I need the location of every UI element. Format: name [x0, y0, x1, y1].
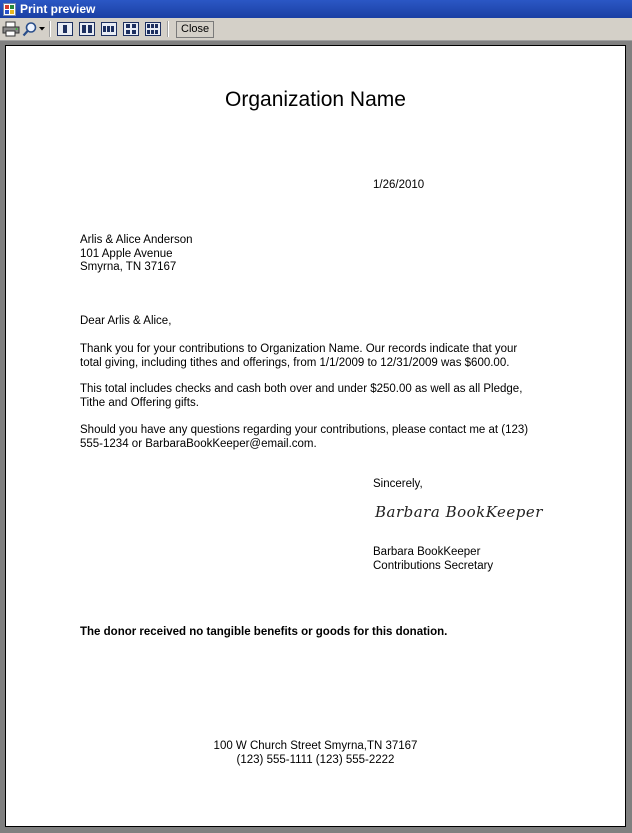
paragraph-line: This total includes checks and cash both over and under $250.00 as well as all Pledge,: [80, 383, 523, 395]
zoom-dropdown[interactable]: [38, 20, 46, 38]
signer-title: Contributions Secretary: [373, 559, 494, 572]
paragraph-line: Should you have any questions regarding your contributions, please contact me at (123): [80, 424, 529, 436]
print-icon: [2, 21, 20, 37]
paragraph-questions: [80, 424, 528, 451]
footer-address: 100 W Church Street Smyrna,TN 37167: [213, 740, 418, 752]
paragraph-line: Thank you for your contributions to Organization Name. Our records indicate that your: [80, 343, 518, 355]
signer-name: Barbara BookKeeper: [373, 546, 481, 558]
preview-viewport[interactable]: [0, 41, 632, 833]
letter-page: [5, 45, 626, 827]
zoom-icon: [22, 21, 38, 37]
address-line: Smyrna, TN 37167: [80, 261, 177, 273]
paragraph-line: Tithe and Offering gifts.: [80, 396, 199, 409]
print-button[interactable]: [2, 20, 20, 38]
recipient-address: [80, 234, 193, 275]
close-button[interactable]: Close: [176, 21, 214, 38]
one-page-icon[interactable]: [57, 22, 73, 36]
toolbar-separator: [49, 21, 51, 37]
three-pages-icon[interactable]: [101, 22, 117, 36]
paragraph-line: 555-1234 or BarbaraBookKeeper@email.com.: [80, 437, 317, 450]
paragraph-total: [80, 383, 522, 410]
window-titlebar: [0, 0, 632, 18]
letter-date: 1/26/2010: [373, 179, 425, 191]
zoom-button[interactable]: [22, 20, 38, 38]
disclaimer: The donor received no tangible benefits or goods for this donation.: [80, 626, 448, 638]
six-pages-icon[interactable]: [145, 22, 161, 36]
footer-phones: (123) 555-1111 (123) 555-2222: [236, 754, 395, 766]
address-line: 101 Apple Avenue: [80, 247, 173, 260]
toolbar: [0, 18, 632, 41]
address-line: Arlis & Alice Anderson: [80, 234, 193, 246]
app-icon: [3, 3, 16, 16]
signer-block: [373, 546, 493, 573]
paragraph-thanks: [80, 343, 517, 370]
org-name-heading: Organization Name: [225, 88, 406, 111]
closing: Sincerely,: [373, 478, 423, 490]
chevron-down-icon: [39, 27, 45, 31]
toolbar-separator: [167, 21, 169, 37]
handwritten-signature: Barbara BookKeeper: [375, 503, 543, 521]
window-title: Print preview: [20, 2, 96, 16]
paragraph-line: total giving, including tithes and offerings, from 1/1/2009 to 12/31/2009 was $600.00.: [80, 356, 510, 369]
salutation: Dear Arlis & Alice,: [80, 315, 172, 327]
two-pages-icon[interactable]: [79, 22, 95, 36]
four-pages-icon[interactable]: [123, 22, 139, 36]
